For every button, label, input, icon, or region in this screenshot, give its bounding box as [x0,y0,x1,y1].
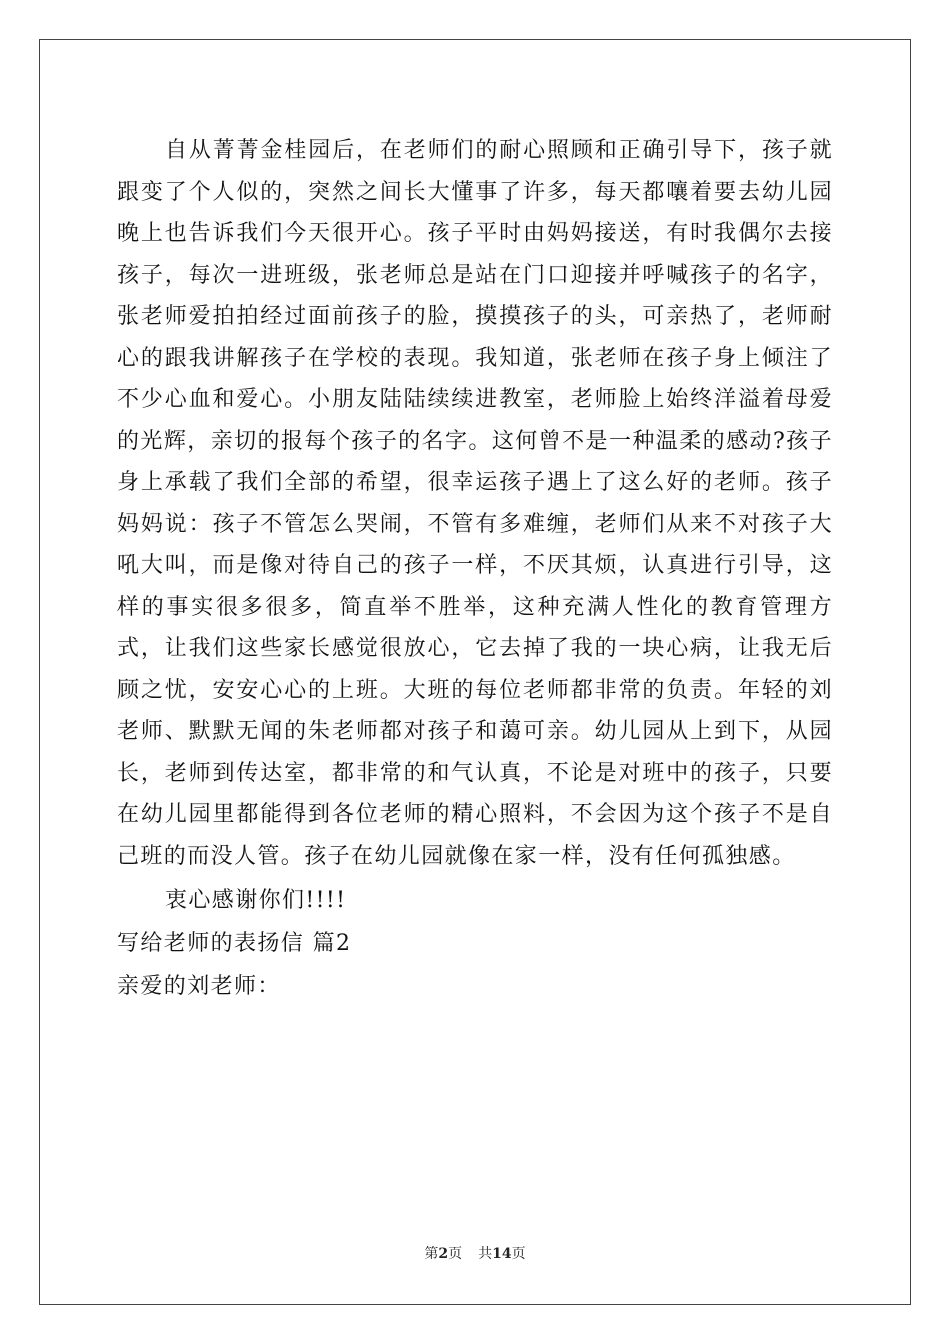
page-prefix: 第 [424,1246,439,1262]
page-footer [0,1243,950,1263]
document-body [117,130,833,1008]
body-paragraph: 自从菁菁金桂园后，在老师们的耐心照顾和正确引导下，孩子就跟变了个人似的，突然之间长大懂事了许多，每天都嚷着要去幼儿园晚上也告诉我们今天很开心。孩子平时由妈妈接送，有时我偶尔去接孩子，每次一进班级，张老师总是站在门口迎接并呼喊孩子的名字，张老师爱拍拍经过面前孩子的脸，摸摸孩子的头，可亲热了，老师耐心的跟我讲解孩子在学校的表现。我知道，张老师在孩子身上倾注了不少心血和爱心。小朋友陆陆续续进教室，老师脸上始终洋溢着母爱的光辉，亲切的报每个孩子的名字。这何曾不是一种温柔的感动?孩子身上承载了我们全部的希望，很幸运孩子遇上了这么好的老师。孩子妈妈说：孩子不管怎么哭闹，不管有多难缠，老师们从来不对孩子大吼大叫，而是像对待自己的孩子一样，不厌其烦，认真进行引导，这样的事实很多很多，简直举不胜举，这种充满人性化的教育管理方式，让我们这些家长感觉很放心，它去掉了我的一块心病，让我无后顾之忧，安安心心的上班。大班的每位老师都非常的负责。年轻的刘老师、默默无闻的朱老师都对孩子和蔼可亲。幼儿园从上到下，从园长，老师到传达室，都非常的和气认真，不论是对班中的孩子，只要在幼儿园里都能得到各位老师的精心照料，不会因为这个孩子不是自己班的而没人管。孩子在幼儿园就像在家一样，没有任何孤独感。 [117,138,833,869]
page-suffix: 页 [448,1246,463,1262]
total-prefix: 共 [478,1246,493,1262]
total-pages: 14 [492,1246,512,1262]
thanks-line: 衷心感谢你们!!!! [165,888,347,913]
page-number: 2 [438,1246,449,1262]
total-suffix: 页 [511,1246,526,1262]
section-heading: 写给老师的表扬信 篇2 [117,931,352,956]
salutation: 亲爱的刘老师： [117,974,281,999]
